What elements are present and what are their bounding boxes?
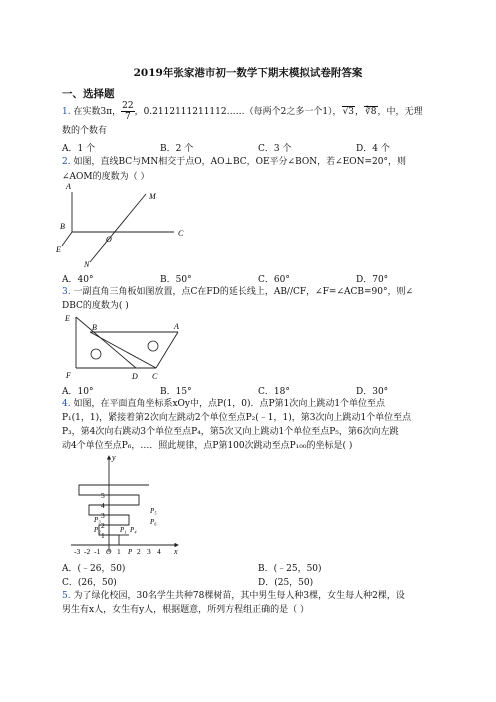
q2-label-b: B <box>60 222 65 231</box>
q4-origin-label: O <box>106 547 112 556</box>
q2-label-c: C <box>178 229 184 238</box>
q4-x-tick-3: 3 <box>147 547 151 556</box>
q1-frac-num: 22 <box>122 101 134 111</box>
q2-option-b[interactable]: B．50° <box>160 275 192 285</box>
q2-text: 如图，直线BC与MN相交于点O，AO⊥BC，OE平分∠BON，若∠EON=20°，则 <box>73 157 406 167</box>
q3-edge-ac <box>156 332 178 368</box>
q4-x-tick-1: 1 <box>117 547 121 556</box>
q3-label-d: D <box>132 372 138 381</box>
q3-figure <box>62 312 192 384</box>
q1-option-b[interactable]: B．2 个 <box>160 144 194 154</box>
q5-text: 为了绿化校园，30名学生共种78棵树苗，其中男生每人种3棵，女生每人种2棵，设 <box>73 591 405 601</box>
section-heading: 一、选择题 <box>62 88 115 100</box>
q4-label-p4: P₄ <box>130 526 137 534</box>
q5-line1 <box>62 590 405 602</box>
q4-line3: P₃，第4次向右跳动3个单位至点P₄，第5次又向上跳动1个单位至点P₅，第6次向左跳 <box>62 427 399 437</box>
q4-number: 4. <box>62 399 71 409</box>
q4-text: 如图，在平面直角坐标系xOy中，点P(1，0)．点P第1次向上跳动1个单位至点 <box>73 399 386 409</box>
q3-line1 <box>62 286 413 298</box>
q5-line2: 男生有x人，女生有y人，根据题意，所列方程组正确的是（ ） <box>62 605 310 615</box>
q4-line1 <box>62 398 385 410</box>
q4-label-p3: P₃ <box>94 516 101 524</box>
q4-jump-path <box>79 485 149 545</box>
q2-line-mn <box>90 194 146 262</box>
q4-x-tick-n1: -1 <box>94 547 101 556</box>
q3-option-c[interactable]: C．18° <box>258 387 290 397</box>
q1-line1: 1. 在实数3π， $\frac{22}{7}$ ，0.2112111211112……（每两个2之多一个1），√3，∛8，中，无理 <box>62 101 423 122</box>
q3-label-c: C <box>152 372 158 381</box>
q2-option-d[interactable]: D．70° <box>356 275 389 285</box>
q1-option-d[interactable]: D．4 个 <box>356 144 390 154</box>
page-title: 2019年张家港市初一数学下期末模拟试卷附答案 <box>133 67 363 79</box>
q4-option-a[interactable]: A．(﹣26，50) <box>62 564 126 574</box>
q4-coordinate-figure <box>66 452 186 556</box>
q1-option-a[interactable]: A．1 个 <box>62 144 96 154</box>
q3-triangle-hole-left <box>91 349 101 359</box>
q3-option-d[interactable]: D．30° <box>356 387 389 397</box>
q4-x-tick-4: 4 <box>157 547 161 556</box>
q4-label-p: P <box>128 548 133 556</box>
q3-edge-ed <box>76 317 136 368</box>
q3-number: 3. <box>62 287 71 297</box>
q3-label-f: F <box>66 371 71 380</box>
q4-label-p6: P₆ <box>150 518 157 526</box>
q4-x-ticks <box>74 547 161 556</box>
q3-label-b: B <box>92 323 97 332</box>
q3-edge-bc <box>90 332 156 368</box>
q4-label-p2: P₂ <box>94 526 101 534</box>
q4-label-p5: P₅ <box>150 507 157 515</box>
q1-text-post: 中，无理 <box>386 107 423 117</box>
q4-x-tick-n2: -2 <box>84 547 91 556</box>
q1-cbrt8: ∛8 <box>365 107 377 117</box>
q4-y-tick-2: 2 <box>101 521 105 530</box>
q4-axis-y-label: y <box>112 453 116 462</box>
q1-fraction <box>121 101 134 122</box>
q2-number: 2. <box>62 157 71 167</box>
q3-text: 一副直角三角板如图放置，点C在FD的延长线上，AB//CF，∠F=∠ACB=90°，则∠ <box>73 287 414 297</box>
q4-option-d[interactable]: D．(25，50) <box>258 578 314 588</box>
q1-text-pre: 在实数3π， <box>73 107 122 117</box>
q4-y-tick-4: 4 <box>101 501 105 510</box>
q3-label-a: A <box>174 322 179 331</box>
q2-ray-oe <box>62 232 72 246</box>
q2-label-n: N <box>84 260 90 269</box>
q1-option-c[interactable]: C．3 个 <box>258 144 292 154</box>
q3-option-b[interactable]: B．15° <box>160 387 192 397</box>
q2-line1 <box>62 156 406 168</box>
q4-y-tick-5: 5 <box>101 491 105 500</box>
q3-line2: DBC的度数为( ) <box>62 301 129 311</box>
q2-label-e: E <box>56 245 61 254</box>
q4-y-tick-1: 1 <box>101 531 105 540</box>
q2-figure <box>56 180 192 269</box>
q3-label-e: E <box>65 314 70 323</box>
q2-option-c[interactable]: C．60° <box>258 275 290 285</box>
q2-line2: ∠AOM的度数为（ ） <box>62 172 150 182</box>
q4-axis-x-label: x <box>174 547 178 556</box>
q3-triangle-hole-right <box>148 341 158 351</box>
q4-y-ticks <box>101 491 105 540</box>
q2-option-a[interactable]: A．40° <box>62 275 94 285</box>
q4-option-b[interactable]: B．(﹣25，50) <box>258 564 322 574</box>
q1-text-mid: ，0.2112111211112……（每两个2之多一个1）， <box>134 107 342 117</box>
q4-y-tick-3: 3 <box>101 511 105 520</box>
q4-line2: P₁(1，1)，紧接着第2次向左跳动2个单位至点P₂(﹣1，1)，第3次向上跳动1个单位至点 <box>62 413 412 423</box>
q2-label-m: M <box>149 192 156 201</box>
q4-x-tick-n3: -3 <box>74 547 81 556</box>
q1-number: 1. <box>62 107 71 117</box>
q4-label-p1: P₁ <box>120 526 127 534</box>
q1-sqrt3: √3 <box>342 107 355 117</box>
q3-option-a[interactable]: A．10° <box>62 387 94 397</box>
q1-line2: 数的个数有 <box>62 126 108 136</box>
q2-label-a: A <box>66 182 71 191</box>
q1-frac-den: 7 <box>124 112 131 122</box>
q4-line4: 动4个单位至点P₆，…．照此规律，点P第100次跳动至点P₁₀₀的坐标是( ) <box>62 441 353 451</box>
q5-number: 5. <box>62 591 71 601</box>
q4-x-tick-2: 2 <box>137 547 141 556</box>
q2-label-o: O <box>106 235 112 244</box>
q4-option-c[interactable]: C．(26，50) <box>62 578 117 588</box>
